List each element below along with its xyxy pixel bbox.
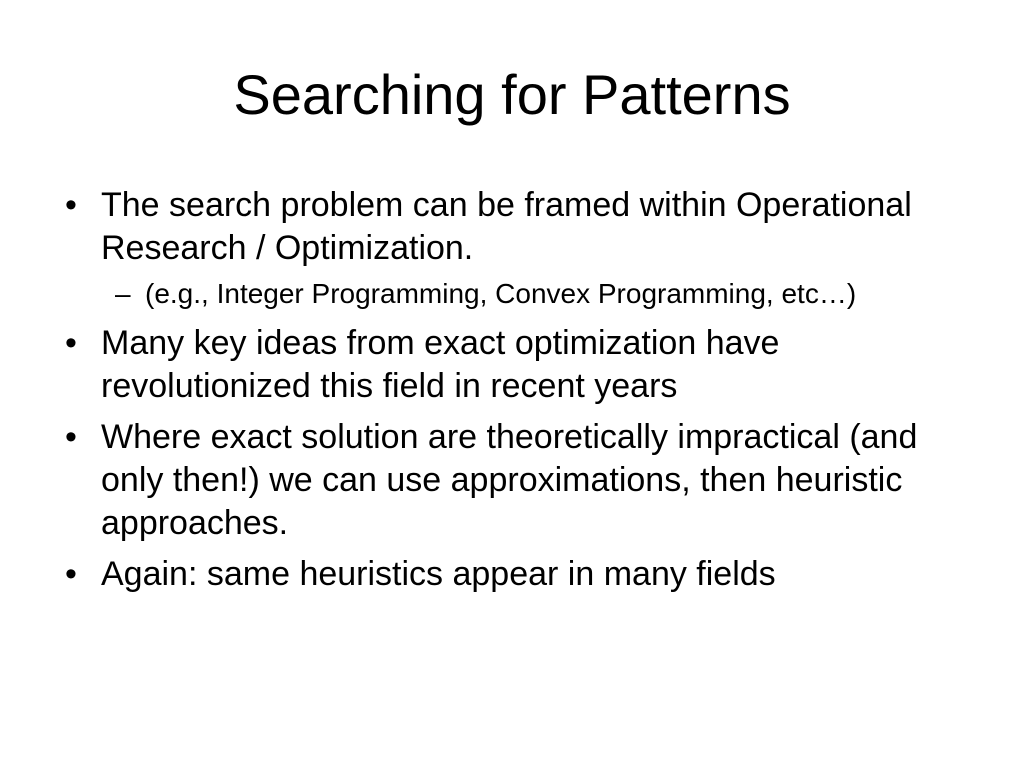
sub-bullet-item: [101, 276, 936, 312]
bullet-marker: •: [65, 555, 77, 593]
bullet-text: Many key ideas from exact optimization have revolutionized this field in recent years: [101, 324, 780, 405]
sub-bullet-marker: –: [115, 278, 131, 309]
bullet-item: [56, 322, 936, 408]
bullet-text: Again: same heuristics appear in many fields: [101, 555, 776, 593]
bullet-item: [56, 416, 936, 545]
bullet-marker: •: [65, 324, 77, 362]
bullet-marker: •: [65, 186, 77, 224]
sub-bullet-list: [101, 276, 936, 312]
bullet-item: [56, 553, 936, 596]
slide-title: Searching for Patterns: [233, 63, 791, 126]
bullet-list: [56, 184, 936, 604]
bullet-text: The search problem can be framed within Operational Research / Optimization.: [101, 186, 912, 267]
bullet-text: Where exact solution are theoretically impractical (and only then!) we can use approximations, then heuristic approaches.: [101, 418, 918, 542]
sub-bullet-text: (e.g., Integer Programming, Convex Programming, etc…): [145, 278, 857, 309]
bullet-marker: •: [65, 418, 77, 456]
bullet-item: [56, 184, 936, 312]
